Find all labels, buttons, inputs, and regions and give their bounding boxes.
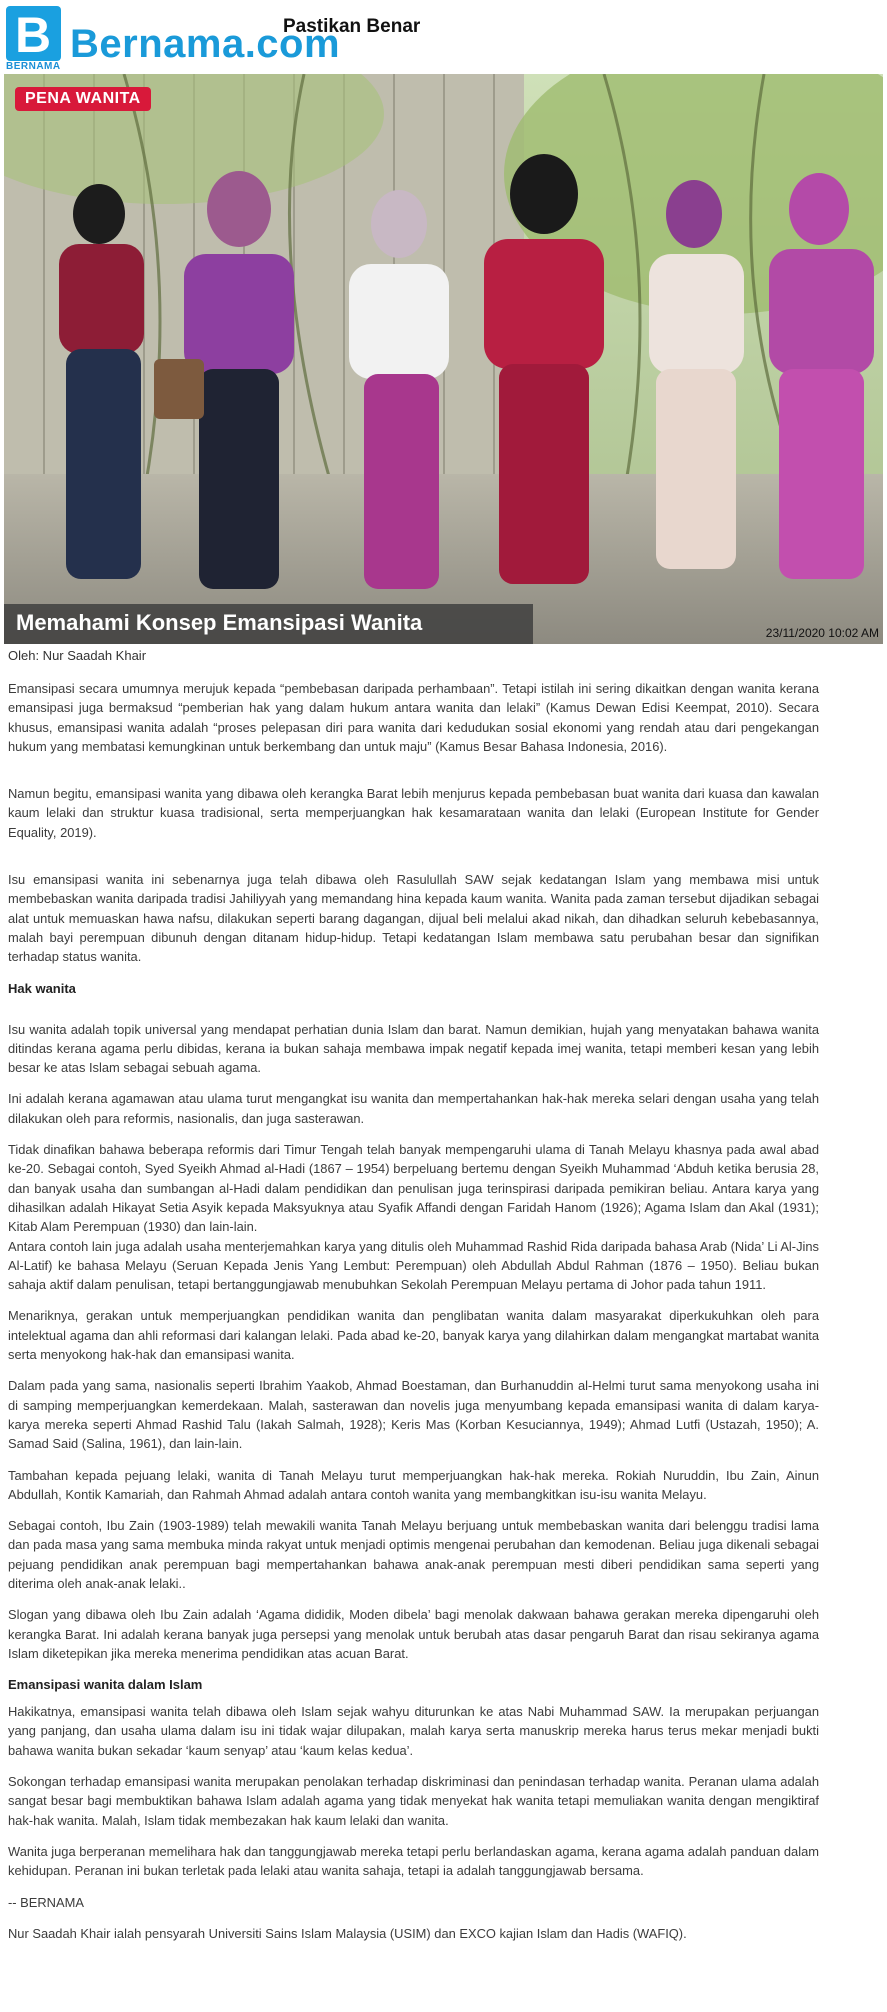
site-header bbox=[0, 0, 887, 74]
hero-illustration bbox=[4, 74, 883, 644]
brand-name[interactable]: Bernama.com bbox=[70, 22, 341, 66]
paragraph: Sebagai contoh, Ibu Zain (1903-1989) telah mewakili wanita Tanah Melayu berjuang untuk membebaskan wanita dari belenggu tradisi lama dan pada masa yang sama membuka minda rakyat untuk menjadi optimis mengenai perubahan dan kemodenan. Beliau juga dikenali sebagai pejuang pendidikan anak perempuan bagi mempertahankan bahawa anak-anak perempuan mesti diberi pendidikan sama seperti yang diterima oleh anak-anak lelaki.. bbox=[8, 1518, 819, 1591]
paragraph: Sokongan terhadap emansipasi wanita merupakan penolakan terhadap diskriminasi dan penindasan terhadap wanita. Peranan ulama adalah sangat besar bagi membuktikan bahawa Islam adalah agama yang tidak menyekat hak wanita tetapi memuliakan wanita dengan mengiktiraf hak-hak wanita. Malah, Islam tidak membezakan hak kaum lelaki dan wanita. bbox=[8, 1774, 819, 1828]
paragraph: Tidak dinafikan bahawa beberapa reformis dari Timur Tengah telah banyak mempengaruhi ulama di Tanah Melayu khasnya pada awal abad ke-20. Sebagai contoh, Syed Syeikh Ahmad al-Hadi (1867 – 1954) berpeluang bertemu dengan Syeikh Muhammad ‘Abduh ketika berusia 28, dan banyak usaha dan sumbangan al-Hadi dalam pendidikan dan penulisan juga terinspirasi daripada pemikiran beliau. Antara karya yang dihasilkan adalah Hikayat Setia Asyik kepada Maksyuknya atau Syafik Affandi dengan Faridah Hanom (1926); Agama Islam dan Akal (1931); Kitab Alam Perempuan (1930) dan lain-lain. bbox=[8, 1142, 819, 1235]
paragraph: Hakikatnya, emansipasi wanita telah dibawa oleh Islam sejak wahyu diturunkan ke atas Nabi Muhammad SAW. Ia merupakan perjuangan yang panjang, dan usaha ulama dalam isu ini tidak wajar dilupakan, malah karya serta manuskrip mereka harus terus mekar menjadi bukti bahawa wanita bukan sekadar ‘kaum senyap’ atau ‘kaum kelas kedua’. bbox=[8, 1704, 819, 1758]
author-bio: Nur Saadah Khair ialah pensyarah Universiti Sains Islam Malaysia (USIM) dan EXCO kajian Islam dan Hadis (WAFIQ). bbox=[8, 1925, 687, 1941]
paragraph: Namun begitu, emansipasi wanita yang dibawa oleh kerangka Barat lebih menjurus kepada pembebasan buat wanita dari kuasa dan kawalan kaum lelaki dan struktur kuasa tradisional, serta memperjuangkan hak kesamarataan wanita dan lelaki (European Institute for Gender Equality, 2019). bbox=[8, 786, 819, 840]
article-title: Memahami Konsep Emansipasi Wanita bbox=[16, 610, 423, 635]
paragraph: Dalam pada yang sama, nasionalis seperti Ibrahim Yaakob, Ahmad Boestaman, dan Burhanuddin al-Helmi turut sama menyokong usaha ini di samping memperjuangkan kemerdekaan. Malah, sasterawan dan novelis juga menyumbang kepada emansipasi wanita di dalam karya-karya mereka seperti Ahmad Rashid Talu (Iakah Salmah, 1928); Keris Mas (Korban Kesuciannya, 1949); Ahmad Lutfi (Ustazah, 1950); A. Samad Said (Salina, 1961), dan lain-lain. bbox=[8, 1378, 819, 1452]
paragraph: Slogan yang dibawa oleh Ibu Zain adalah ‘Agama dididik, Moden dibela’ bagi menolak dakwaan bahawa gerakan mereka dipengaruhi oleh kerangka Barat. Ini adalah kerana banyak juga persepsi yang menolak untuk berubah atas dasar pengaruh Barat dan risau sekiranya agama Islam diketepikan jika mereka menerima pendidikan atas acuan Barat. bbox=[8, 1607, 819, 1661]
paragraph: Isu wanita adalah topik universal yang mendapat perhatian dunia Islam dan barat. Namun demikian, hujah yang menyatakan bahawa wanita ditindas kerana agama perlu dibidas, kerana ia bukan sahaja membawa impak negatif kepada imej wanita, tetapi memberi kesan yang lebih besar ke atas Islam sebagai sebuah agama. bbox=[8, 1021, 819, 1076]
logo-mark: B bbox=[14, 7, 52, 61]
bernama-logo-icon[interactable] bbox=[6, 6, 61, 61]
paragraph: Isu emansipasi wanita ini sebenarnya juga telah dibawa oleh Rasulullah SAW sejak kedatangan Islam yang membawa misi untuk membebaskan wanita daripada tradisi Jahiliyyah yang memandang hina kepada kaum wanita. Wanita pada zaman tersebut dijadikan sebagai alat untuk memuaskan hawa nafsu, dilakukan seperti barang dagangan, dijual beli melalui akad nikah, dan dihadkan seluruh kebebasannya, malah bayi perempuan dibunuh dengan ditanam hidup-hidup. Tetapi kedatangan Islam membawa satu perubahan besar dan signifikan terhadap status wanita. bbox=[8, 872, 819, 965]
title-overlay bbox=[4, 604, 533, 644]
paragraph: Antara contoh lain juga adalah usaha menterjemahkan karya yang ditulis oleh Muhammad Rashid Rida daripada bahasa Arab (Nida’ Li Al-Jins Al-Latif) ke bahasa Melayu (Seruan Kepada Jenis Yang Lembut: Perempuan) oleh Abdullah Abdul Rahman (1876 – 1950). Beliau bukan sahaja aktif dalam penulisan, tetapi bertanggungjawab menubuhkan Sekolah Perempuan Melayu pertama di Johor pada tahun 1911. bbox=[8, 1238, 819, 1293]
paragraph: Menariknya, gerakan untuk memperjuangkan pendidikan wanita dan penglibatan wanita dalam masyarakat diperkukuhkan oleh para intelektual agama dan ahli reformasi dari kalangan lelaki. Pada abad ke-20, banyak karya yang dilahirkan dalam mengangkat martabat wanita serta menyokong hak-hak dan emansipasi wanita. bbox=[8, 1308, 819, 1363]
paragraph: Tambahan kepada pejuang lelaki, wanita di Tanah Melayu turut memperjuangkan hak-hak mereka. Rokiah Nuruddin, Ibu Zain, Ainun Abdullah, Kontik Kamariah, dan Rahmah Ahmad adalah antara contoh wanita yang membangkitkan isu-isu wanita Melayu. bbox=[8, 1467, 819, 1502]
hero-photo bbox=[4, 74, 883, 644]
paragraph: Wanita juga berperanan memelihara hak dan tanggungjawab mereka tetapi perlu berlandaskan agama, kerana agama adalah panduan dalam kehidupan. Peranan ini bukan terletak pada lelaki atau wanita sahaja, tetapi ia adalah tanggungjawab bersama. bbox=[8, 1843, 819, 1879]
paragraph: Ini adalah kerana agamawan atau ulama turut mengangkat isu wanita dan mempertahankan hak-hak mereka selari dengan usaha yang telah dilakukan oleh para reformis, nasionalis, dan juga sasterawan. bbox=[8, 1091, 819, 1126]
agency-signoff: -- BERNAMA bbox=[8, 1894, 84, 1910]
section-heading: Emansipasi wanita dalam Islam bbox=[8, 1677, 203, 1693]
tagline: Pastikan Benar bbox=[283, 16, 421, 37]
publish-date: 23/11/2020 10:02 AM bbox=[765, 626, 879, 640]
category-badge[interactable]: PENA WANITA bbox=[15, 87, 151, 111]
paragraph: Emansipasi secara umumnya merujuk kepada “pembebasan daripada perhambaan”. Tetapi istilah ini sering dikaitkan dengan wanita kerana emansipasi juga bermaksud “pemberian hak yang dalam hukum antara wanita dan lelaki” (Kamus Dewan Edisi Keempat, 2010). Secara khusus, emansipasi wanita adalah “proses pelepasan diri para wanita dari kedudukan sosial ekonomi yang rendah atau dari pengekangan hukum yang membatasi kemungkinan untuk berkembang dan untuk maju” (Kamus Besar Bahasa Indonesia, 2016). bbox=[8, 681, 819, 754]
logo-caption: BERNAMA bbox=[6, 61, 61, 72]
author-byline: Oleh: Nur Saadah Khair bbox=[8, 648, 147, 663]
article-body bbox=[8, 679, 819, 1943]
section-heading: Hak wanita bbox=[8, 980, 76, 996]
